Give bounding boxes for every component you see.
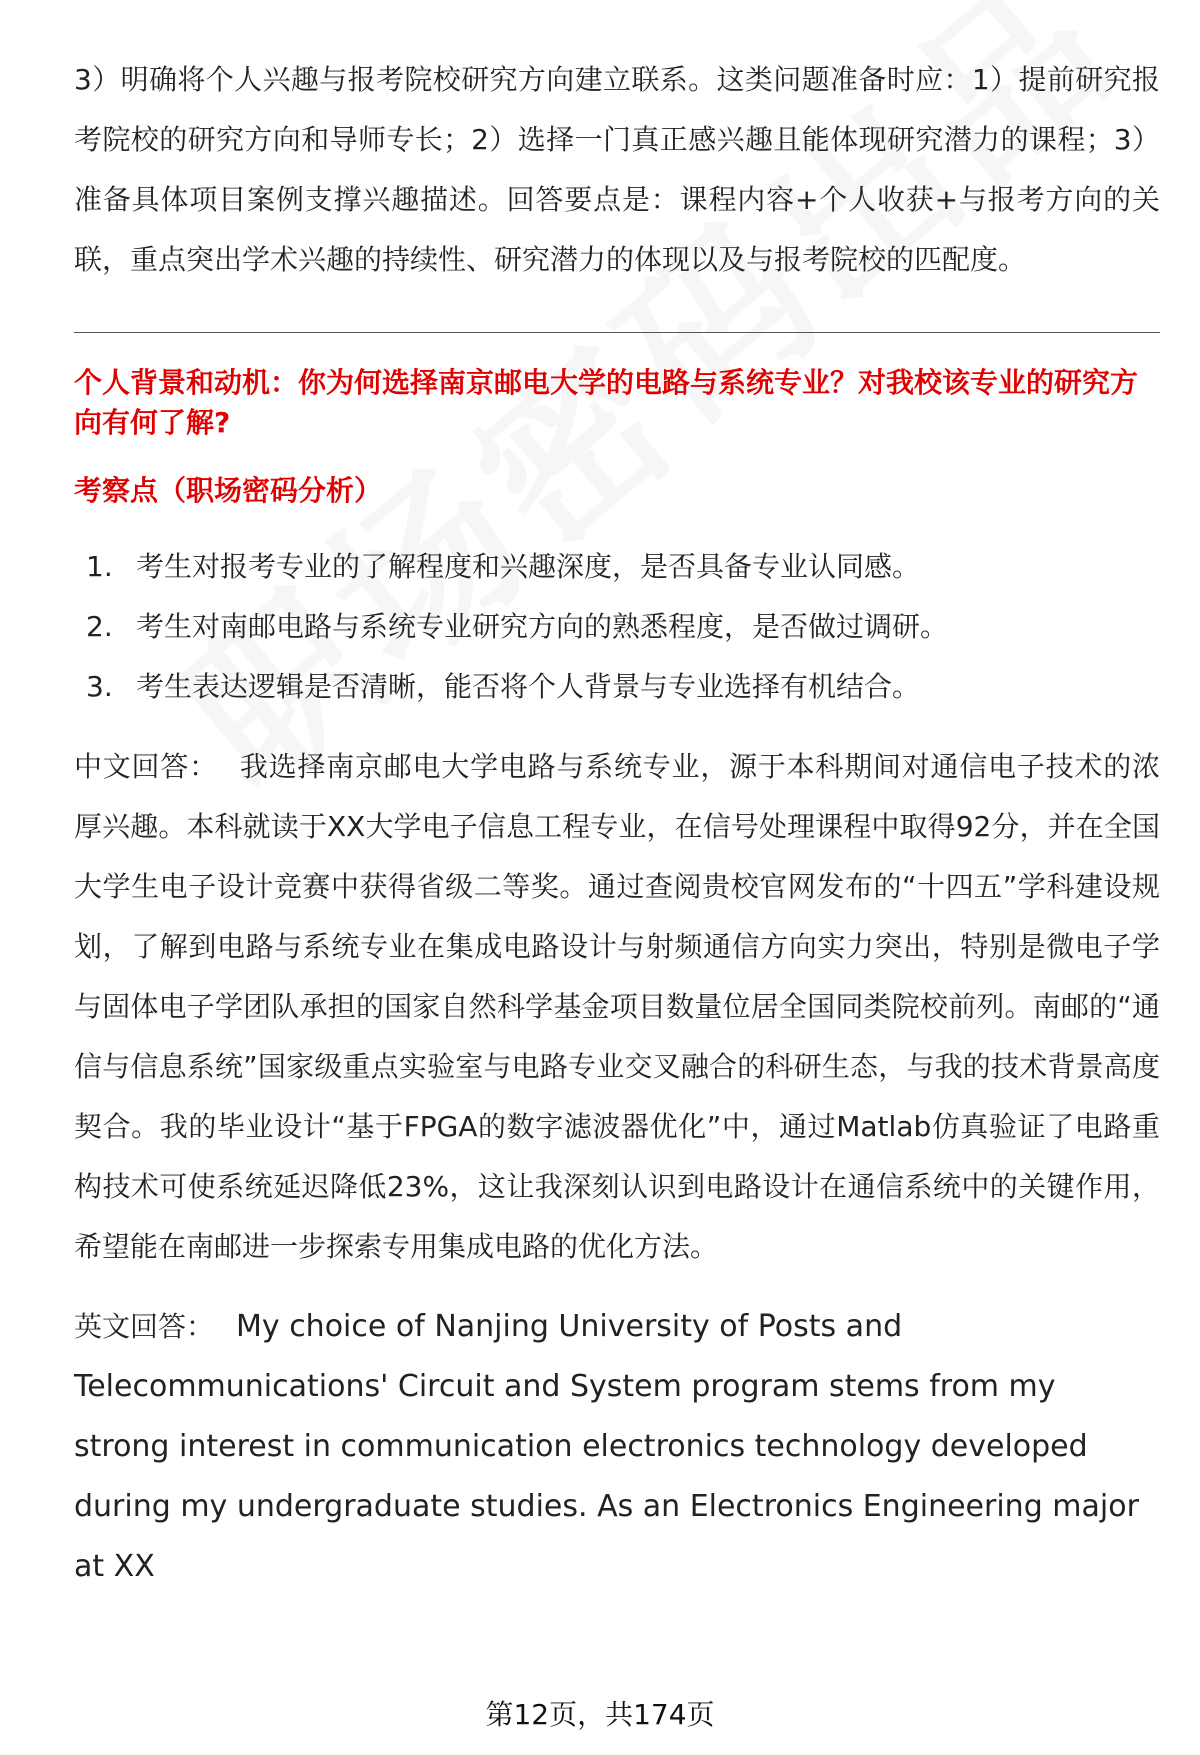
chinese-answer (74, 737, 1160, 1277)
list-item (74, 537, 1160, 597)
english-answer-label: 英文回答： (74, 1310, 215, 1343)
kaocha-heading: 考察点（职场密码分析） (74, 474, 383, 507)
page-footer: 第12页，共174页 (485, 1698, 715, 1731)
question-heading: 个人背景和动机：你为何选择南京邮电大学的电路与系统专业？对我校该专业的研究方向有何了解? (74, 366, 1139, 439)
page-content (74, 50, 1160, 1597)
chinese-answer-label: 中文回答： (74, 750, 218, 783)
list-item-number: 1. (86, 550, 113, 583)
list-item (74, 657, 1160, 717)
intro-paragraph: 3）明确将个人兴趣与报考院校研究方向建立联系。这类问题准备时应：1）提前研究报考院校的研究方向和导师专长；2）选择一门真正感兴趣且能体现研究潜力的课程；3）准备具体项目案例支撑兴趣描述。回答要点是：课程内容+个人收获+与报考方向的关联，重点突出学术兴趣的持续性、研究潜力的体现以及与报考院校的匹配度。 (74, 63, 1160, 276)
chinese-answer-text: 我选择南京邮电大学电路与系统专业，源于本科期间对通信电子技术的浓厚兴趣。本科就读于XX大学电子信息工程专业，在信号处理课程中取得92分，并在全国大学生电子设计竞赛中获得省级二等奖。通过查阅贵校官网发布的“十四五”学科建设规划，了解到电路与系统专业在集成电路设计与射频通信方向实力突出，特别是微电子学与固体电子学团队承担的国家自然科学基金项目数量位居全国同类院校前列。南邮的“通信与信息系统”国家级重点实验室与电路专业交叉融合的科研生态，与我的技术背景高度契合。我的毕业设计“基于FPGA的数字滤波器优化”中，通过Matlab仿真验证了电路重构技术可使系统延迟降低23%，这让我深刻认识到电路设计在通信系统中的关键作用，希望能在南邮进一步探索专用集成电路的优化方法。 (74, 750, 1160, 1263)
assessment-points-list (74, 537, 1160, 717)
list-item-number: 3. (86, 670, 113, 703)
list-item-text: 考生对报考专业的了解程度和兴趣深度，是否具备专业认同感。 (136, 550, 921, 583)
english-answer (74, 1297, 1160, 1597)
list-item-number: 2. (86, 610, 113, 643)
list-item-text: 考生对南邮电路与系统专业研究方向的熟悉程度，是否做过调研。 (136, 610, 949, 643)
english-answer-text: My choice of Nanjing University of Posts and Telecommunications' Circuit and System program stems from my strong interest in communication electronics technology developed during my undergraduate studies. As an Electronics Engineering major at XX (74, 1309, 1139, 1584)
section-divider (74, 332, 1160, 333)
list-item (74, 597, 1160, 657)
list-item-text: 考生表达逻辑是否清晰，能否将个人背景与专业选择有机结合。 (136, 670, 921, 703)
